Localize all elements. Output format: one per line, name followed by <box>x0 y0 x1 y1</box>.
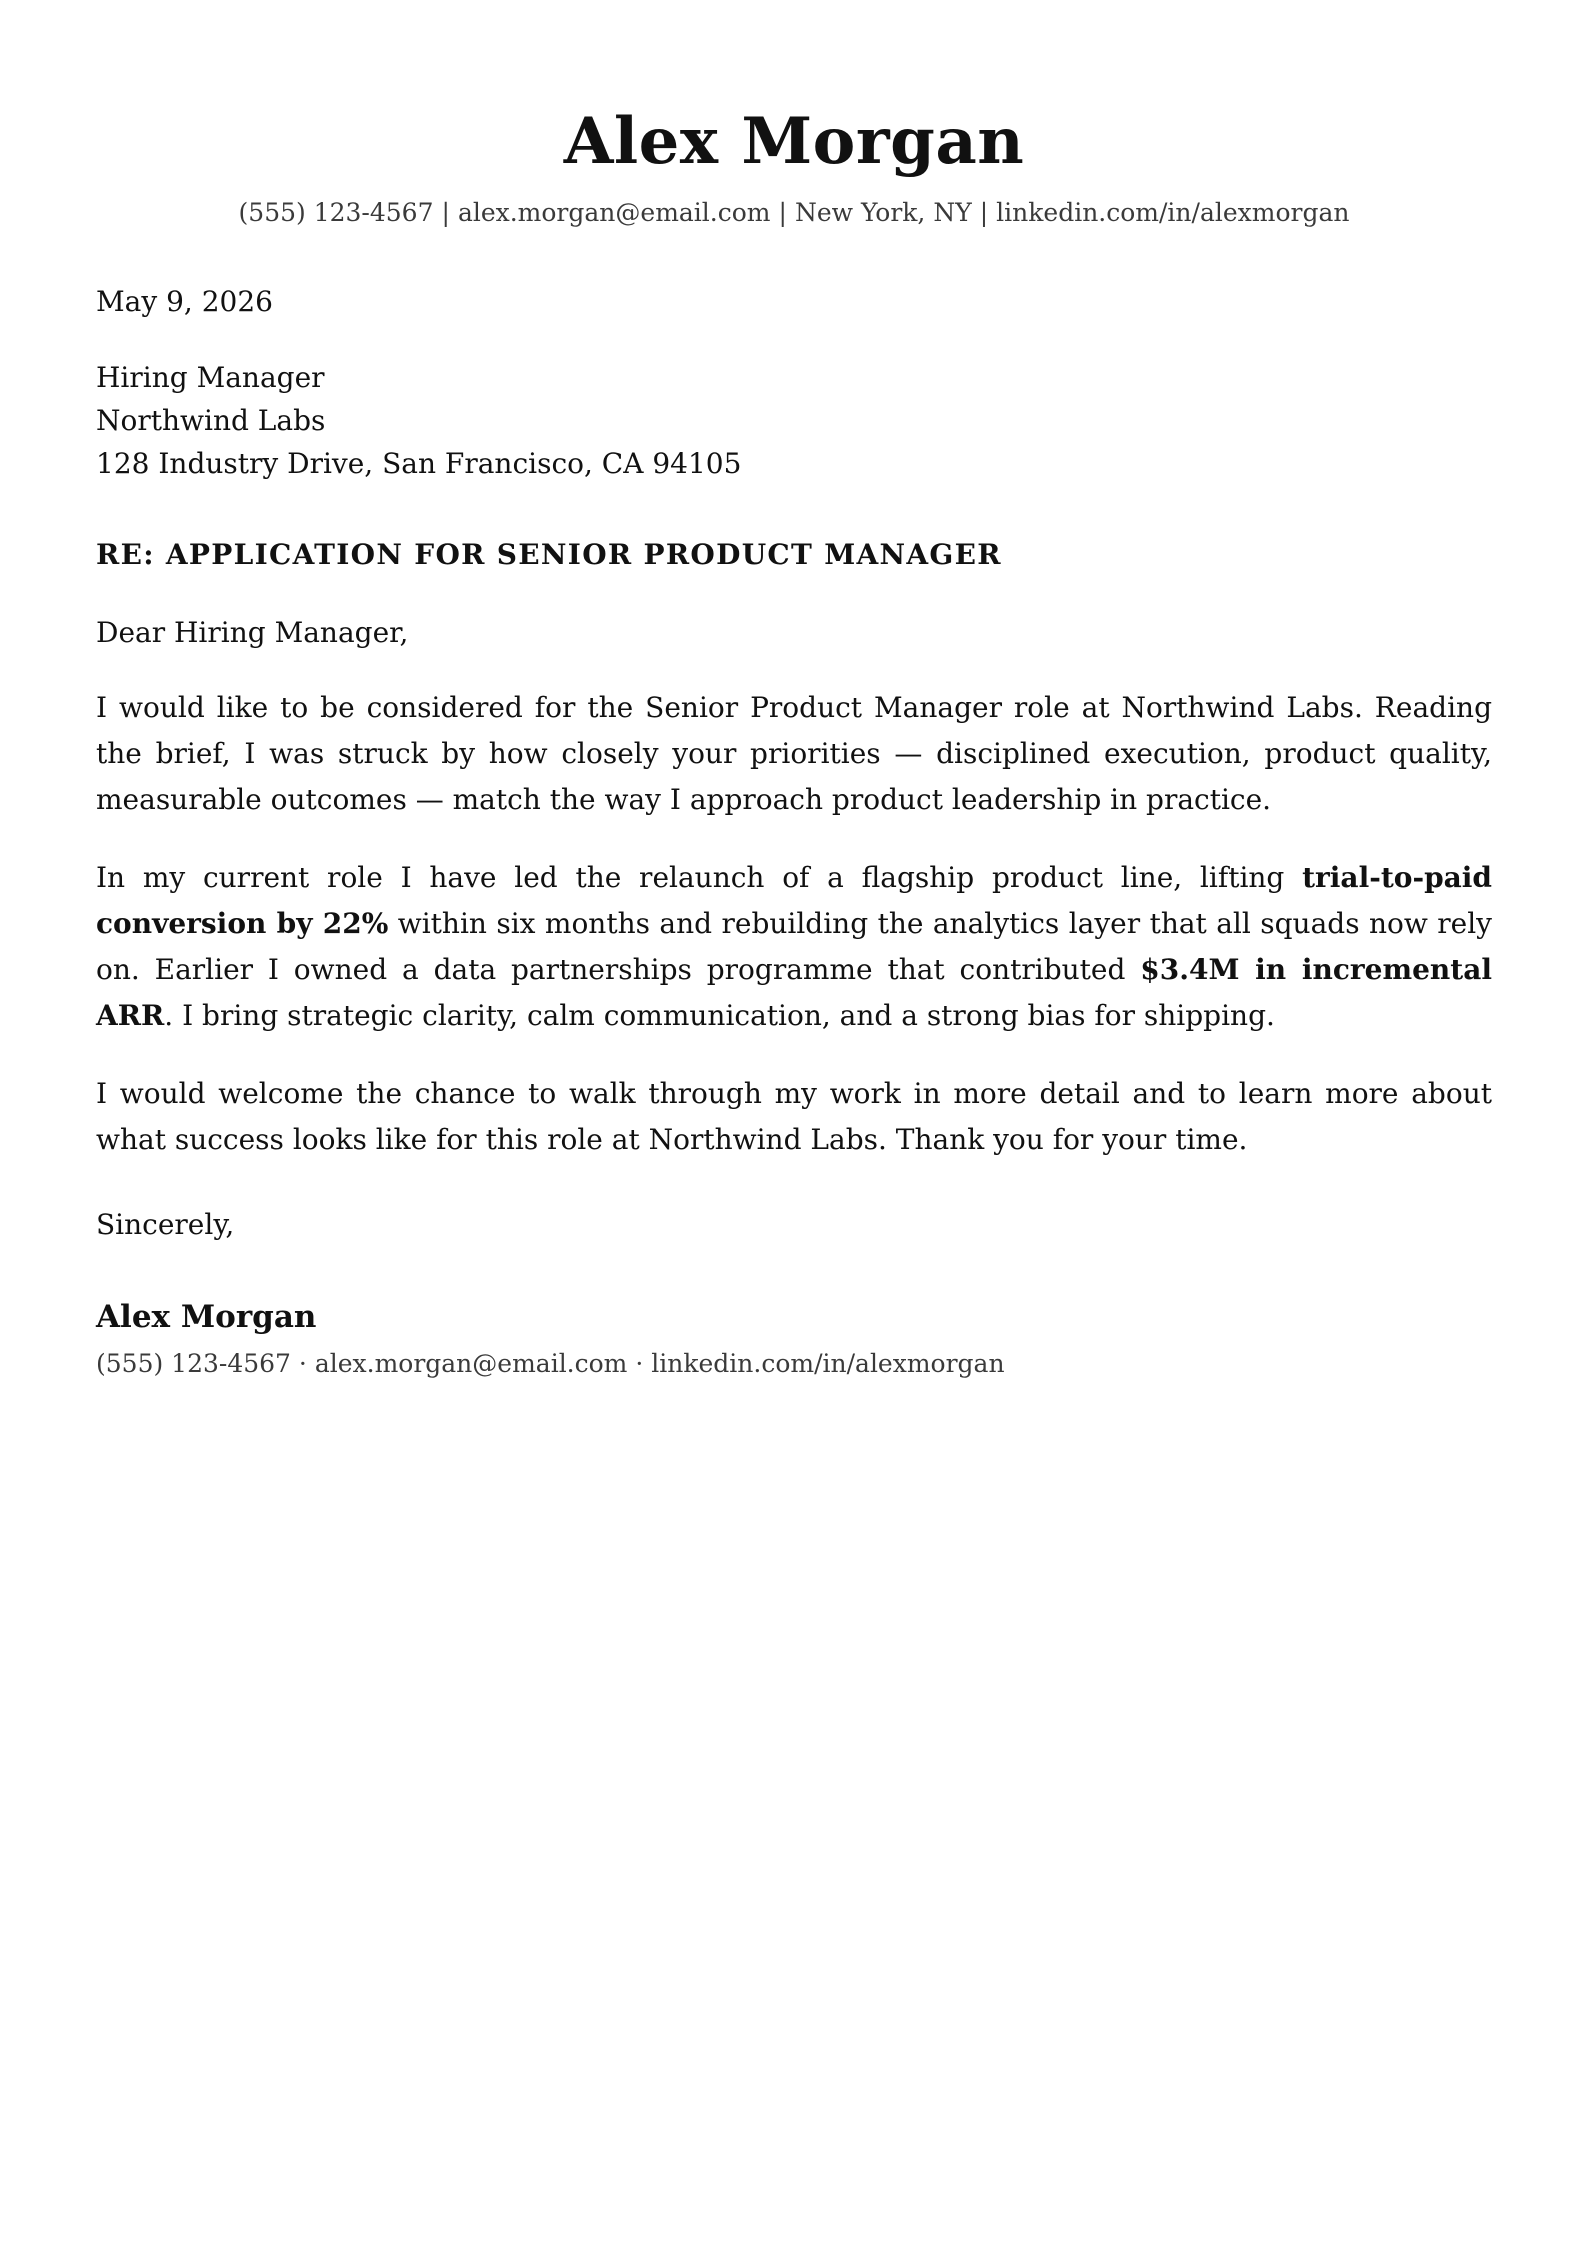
signature-linkedin: linkedin.com/in/alexmorgan <box>651 1349 1005 1378</box>
signature-email: alex.morgan@email.com <box>314 1349 628 1378</box>
recipient-company: Northwind Labs <box>96 404 326 437</box>
body-paragraph-2-text: In my current role I have led the relaunch of a flagship product line, lifting <box>96 861 1303 894</box>
contact-separator: | <box>778 198 787 227</box>
highlight-arr: $3.4M in incremental ARR <box>96 953 1492 1032</box>
signature-phone: (555) 123-4567 <box>96 1349 291 1378</box>
contact-line <box>96 196 1492 230</box>
signature-separator: · <box>635 1349 644 1378</box>
body-paragraph-1: I would like to be considered for the Senior Product Manager role at Northwind Labs. Reading the brief, I was struck by how closely your priorities — disciplined execution, product quality, measurable outcomes — match the way I approach product leadership in practice. <box>96 691 1492 816</box>
contact-phone: (555) 123-4567 <box>238 198 434 227</box>
contact-separator: | <box>441 198 450 227</box>
subject-line: RE: APPLICATION FOR SENIOR PRODUCT MANAGER <box>96 538 1002 571</box>
contact-linkedin: linkedin.com/in/alexmorgan <box>996 198 1350 227</box>
signature-contact <box>96 1347 1492 1381</box>
body-paragraph-3: I would welcome the chance to walk through my work in more detail and to learn more about what success looks like for this role at Northwind Labs. Thank you for your time. <box>96 1077 1492 1156</box>
recipient-block <box>96 356 1492 485</box>
body-paragraph-2 <box>96 855 1492 1039</box>
contact-email: alex.morgan@email.com <box>457 198 771 227</box>
recipient-title: Hiring Manager <box>96 361 325 394</box>
body-paragraph-2-text: within six months and rebuilding the analytics layer that all squads now rely on. Earlier I owned a data partnerships programme that contributed <box>96 907 1492 986</box>
contact-location: New York, NY <box>794 198 972 227</box>
applicant-name: Alex Morgan <box>563 104 1025 179</box>
signature-separator: · <box>298 1349 307 1378</box>
recipient-address: 128 Industry Drive, San Francisco, CA 94105 <box>96 447 742 480</box>
letter-date: May 9, 2026 <box>96 285 273 318</box>
body-paragraph-2-text: . I bring strategic clarity, calm communication, and a strong bias for shipping. <box>164 999 1275 1032</box>
salutation: Dear Hiring Manager, <box>96 616 409 649</box>
closing: Sincerely, <box>96 1208 235 1241</box>
contact-separator: | <box>979 198 989 227</box>
signature-name: Alex Morgan <box>96 1299 317 1335</box>
letter-header <box>96 0 1492 230</box>
highlight-conversion: trial-to-paid conversion by 22% <box>96 861 1492 940</box>
